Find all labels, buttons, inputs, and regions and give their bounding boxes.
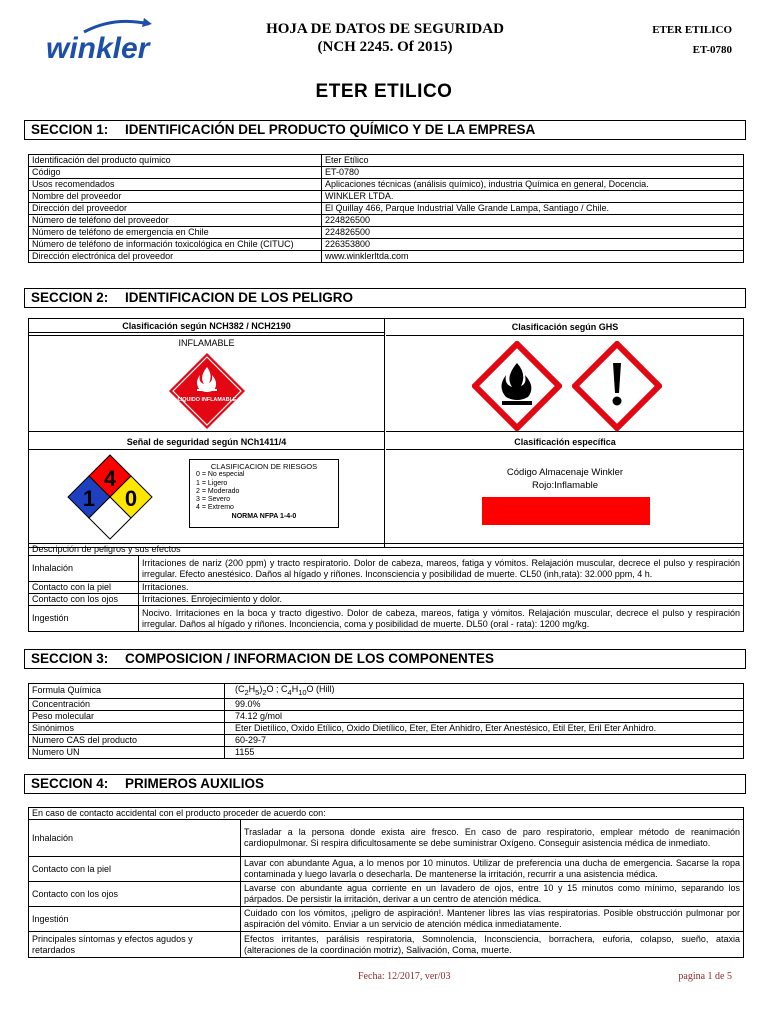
row-label: Número de teléfono de emergencia en Chile bbox=[29, 227, 322, 239]
row-value: 74.12 g/mol bbox=[225, 710, 744, 722]
footer-date: Fecha: 12/2017, ver/03 bbox=[358, 971, 451, 982]
effects-header: Descripción de peligros y sus efectos bbox=[29, 544, 744, 556]
row-value: Lavarse con abundante agua corriente en un lavadero de ojos, entre 10 y 15 minutos como mínimo, separando los párpados. De persistir la irritación, derivar a un centro de atención médica. bbox=[241, 882, 744, 907]
row-label: Peso molecular bbox=[29, 710, 225, 722]
row-value: 224826500 bbox=[322, 215, 744, 227]
row-label: Contacto con la piel bbox=[29, 582, 139, 594]
hazard-left-panel bbox=[29, 319, 385, 548]
section2-heading bbox=[24, 288, 746, 308]
row-label: Contacto con los ojos bbox=[29, 882, 241, 907]
placard-text: LIQUIDO INFLAMABLE bbox=[177, 397, 237, 403]
risk-legend-caption: CLASIFICACION DE RIESGOS bbox=[210, 462, 318, 471]
table-row bbox=[29, 556, 744, 582]
header-product-name: ETER ETILICO bbox=[652, 24, 732, 36]
section2-title: IDENTIFICACION DE LOS PELIGRO bbox=[125, 290, 354, 305]
row-value: ET-0780 bbox=[322, 167, 744, 179]
section4-table bbox=[28, 807, 744, 958]
row-value: El Quillay 466, Parque Industrial Valle Grande Lampa, Santiago / Chile. bbox=[322, 203, 744, 215]
header-product-code: ET-0780 bbox=[692, 44, 732, 56]
row-label: Numero CAS del producto bbox=[29, 734, 225, 746]
section3-heading bbox=[24, 649, 746, 669]
row-value: 1155 bbox=[225, 746, 744, 758]
header-title-line2: (NCH 2245. Of 2015) bbox=[317, 39, 453, 55]
header-product-info bbox=[652, 24, 732, 64]
table-row bbox=[29, 932, 744, 958]
row-value: Nocivo. Irritaciones en la boca y tracto digestivo. Dolor de cabeza, mareos, fatiga y vómitos. Relajación muscular, decrece el pulso y respiración irregular. Daños al hígado y riñones. Inconciencia, coma y posibilidad de muerte. DL50 (oral - rata): 1200 mg/kg. bbox=[139, 606, 744, 632]
section3-title: COMPOSICION / INFORMACION DE LOS COMPONENTES bbox=[125, 651, 495, 666]
table-row bbox=[29, 227, 744, 239]
risk-legend-norm: NORMA NFPA 1-4-0 bbox=[231, 512, 297, 520]
risk-legend-item: 1 = Ligero bbox=[196, 479, 228, 487]
nfpa-diamond-icon bbox=[65, 453, 155, 543]
table-row bbox=[29, 857, 744, 882]
table-row bbox=[29, 820, 744, 857]
row-label: Dirección del proveedor bbox=[29, 203, 322, 215]
table-row bbox=[29, 251, 744, 263]
winkler-logo bbox=[44, 14, 174, 70]
risk-legend-item: 2 = Moderado bbox=[196, 487, 240, 495]
formula-label: Formula Química bbox=[29, 684, 225, 699]
formula-value: $(C_2H_5)_2O$ ; $C_4H_{10}O$ (Hill) bbox=[225, 684, 744, 699]
section4-number: SECCION 4: bbox=[31, 776, 109, 791]
row-value: 224826500 bbox=[322, 227, 744, 239]
row-value: 226353800 bbox=[322, 239, 744, 251]
risk-legend-item: 4 = Extremo bbox=[196, 504, 234, 512]
nfpa-reactivity: 0 bbox=[124, 486, 138, 511]
row-value: 99.0% bbox=[225, 698, 744, 710]
header-title bbox=[210, 20, 560, 56]
row-label: Principales síntomas y efectos agudos y retardados bbox=[29, 932, 241, 958]
table-row bbox=[29, 684, 744, 699]
row-label: Código bbox=[29, 167, 322, 179]
row-label: Ingestión bbox=[29, 606, 139, 632]
section1-number: SECCION 1: bbox=[31, 122, 109, 137]
risk-legend bbox=[189, 459, 339, 528]
storage-color-swatch bbox=[482, 497, 650, 525]
table-row bbox=[29, 239, 744, 251]
row-value: Irritaciones. Enrojecimiento y dolor. bbox=[139, 594, 744, 606]
row-value: Eter Dietílico, Oxido Etílico, Oxido Dietílico, Eter, Eter Anhidro, Eter Anestésico, Etil Eter, Eril Eter Anhidro. bbox=[225, 722, 744, 734]
row-value: Eter Etílico bbox=[322, 155, 744, 167]
row-label: Número de teléfono del proveedor bbox=[29, 215, 322, 227]
specific-classification-label: Clasificación específica bbox=[514, 437, 616, 447]
section3-number: SECCION 3: bbox=[31, 651, 109, 666]
storage-code-value: Rojo:Inflamable bbox=[531, 480, 598, 491]
row-value: Irritaciones. bbox=[139, 582, 744, 594]
signal-label: Señal de seguridad según NCh1411/4 bbox=[126, 437, 287, 447]
table-row bbox=[29, 698, 744, 710]
first-aid-intro: En caso de contacto accidental con el producto proceder de acuerdo con: bbox=[29, 808, 744, 820]
table-row bbox=[29, 746, 744, 758]
table-row bbox=[29, 155, 744, 167]
document-title: ETER ETILICO bbox=[315, 81, 453, 102]
ghs-flame-icon bbox=[472, 341, 562, 431]
table-row bbox=[29, 582, 744, 594]
nfpa-flammability: 4 bbox=[103, 466, 117, 491]
ghs-exclamation-icon bbox=[572, 341, 662, 431]
row-value: Irritaciones de nariz (200 ppm) y tracto respiratorio. Dolor de cabeza, mareos, fatiga y vómitos. Relajación muscular, decrece el pulso y respiración irregular. Efecto anestésico. Daños al hígado y riñones. Inconsciencia y posibilidad de muerte. CL50 (inh,rata): 32.000 ppm, 4 h. bbox=[139, 556, 744, 582]
row-label: Sinónimos bbox=[29, 722, 225, 734]
section4-heading bbox=[24, 774, 746, 794]
row-label: Inhalación bbox=[29, 820, 241, 857]
ghs-classification-label: Clasificación según GHS bbox=[511, 322, 619, 332]
section1-heading bbox=[24, 120, 746, 140]
row-value: Lavar con abundante Agua, a lo menos por 10 minutos. Utilizar de preferencia una ducha de emergencia. Sacarse la ropa contaminada y luego lavarla o desecharla. De mantenerse la irritación, recurrir a una asistencia médica. bbox=[241, 857, 744, 882]
row-value: Aplicaciones técnicas (análisis químico), industria Química en general, Docencia. bbox=[322, 179, 744, 191]
section3-table bbox=[28, 683, 744, 759]
row-label: Contacto con los ojos bbox=[29, 594, 139, 606]
table-row bbox=[29, 808, 744, 820]
table-row bbox=[29, 191, 744, 203]
footer-page: pagina 1 de 5 bbox=[678, 971, 732, 982]
row-label: Inhalación bbox=[29, 556, 139, 582]
row-value: Efectos irritantes, parálisis respiratoria, Somnolencia, Inconsciencia, borrachera, euforia, colapso, sueño, ataxia (alteraciones de la coordinación motriz), Salivación, Coma, muerte. bbox=[241, 932, 744, 958]
table-row bbox=[29, 594, 744, 606]
row-label: Concentración bbox=[29, 698, 225, 710]
nfpa-health: 1 bbox=[82, 486, 96, 511]
row-value: www.winklerltda.com bbox=[322, 251, 744, 263]
row-value: WINKLER LTDA. bbox=[322, 191, 744, 203]
table-row bbox=[29, 606, 744, 632]
risk-legend-item: 3 = Severo bbox=[196, 496, 231, 504]
header-title-line1: HOJA DE DATOS DE SEGURIDAD bbox=[266, 21, 504, 37]
document-header bbox=[0, 0, 768, 70]
row-value: Trasladar a la persona donde exista aire fresco. En caso de paro respiratorio, emplear método de reanimación cardiopulmonar. Si respira dificultosamente se debe suministrar Oxígeno. Conseguir asistencia médica de inmediato. bbox=[241, 820, 744, 857]
row-label: Ingestión bbox=[29, 907, 241, 932]
row-value: Cuidado con los vómitos, ¡peligro de aspiración!. Mantener libres las vías respiratorias. Posible obstrucción pulmonar por aspiración del vómito. Enviar a un servicio de atención médica inmediatamente. bbox=[241, 907, 744, 932]
table-row bbox=[29, 710, 744, 722]
hazard-classification-panel bbox=[28, 318, 744, 548]
storage-code-label: Código Almacenaje Winkler bbox=[506, 467, 624, 478]
hazard-right-panel bbox=[386, 319, 744, 548]
flammable-placard-icon bbox=[169, 353, 245, 429]
table-row bbox=[29, 179, 744, 191]
row-label: Nombre del proveedor bbox=[29, 191, 322, 203]
nch-classification-value: INFLAMABLE bbox=[178, 338, 235, 348]
row-label: Contacto con la piel bbox=[29, 857, 241, 882]
row-label: Numero UN bbox=[29, 746, 225, 758]
hazard-effects-table bbox=[28, 543, 744, 632]
table-row bbox=[29, 734, 744, 746]
table-row bbox=[29, 722, 744, 734]
table-row bbox=[29, 167, 744, 179]
table-row bbox=[29, 882, 744, 907]
logo-text: winkler bbox=[46, 32, 150, 65]
section1-table bbox=[28, 154, 744, 263]
table-row bbox=[29, 907, 744, 932]
section4-title: PRIMEROS AUXILIOS bbox=[125, 776, 265, 791]
table-row bbox=[29, 544, 744, 556]
risk-legend-item: 0 = No especial bbox=[196, 471, 245, 479]
nch-classification-label: Clasificación según NCH382 / NCH2190 bbox=[29, 321, 384, 333]
section1-title: IDENTIFICACIÓN DEL PRODUCTO QUÍMICO Y DE LA EMPRESA bbox=[125, 122, 536, 137]
row-value: 60-29-7 bbox=[225, 734, 744, 746]
table-row bbox=[29, 215, 744, 227]
row-label: Número de teléfono de información toxicológica en Chile (CITUC) bbox=[29, 239, 322, 251]
section2-number: SECCION 2: bbox=[31, 290, 109, 305]
table-row bbox=[29, 203, 744, 215]
row-label: Dirección electrónica del proveedor bbox=[29, 251, 322, 263]
row-label: Usos recomendados bbox=[29, 179, 322, 191]
row-label: Identificación del producto químico bbox=[29, 155, 322, 167]
